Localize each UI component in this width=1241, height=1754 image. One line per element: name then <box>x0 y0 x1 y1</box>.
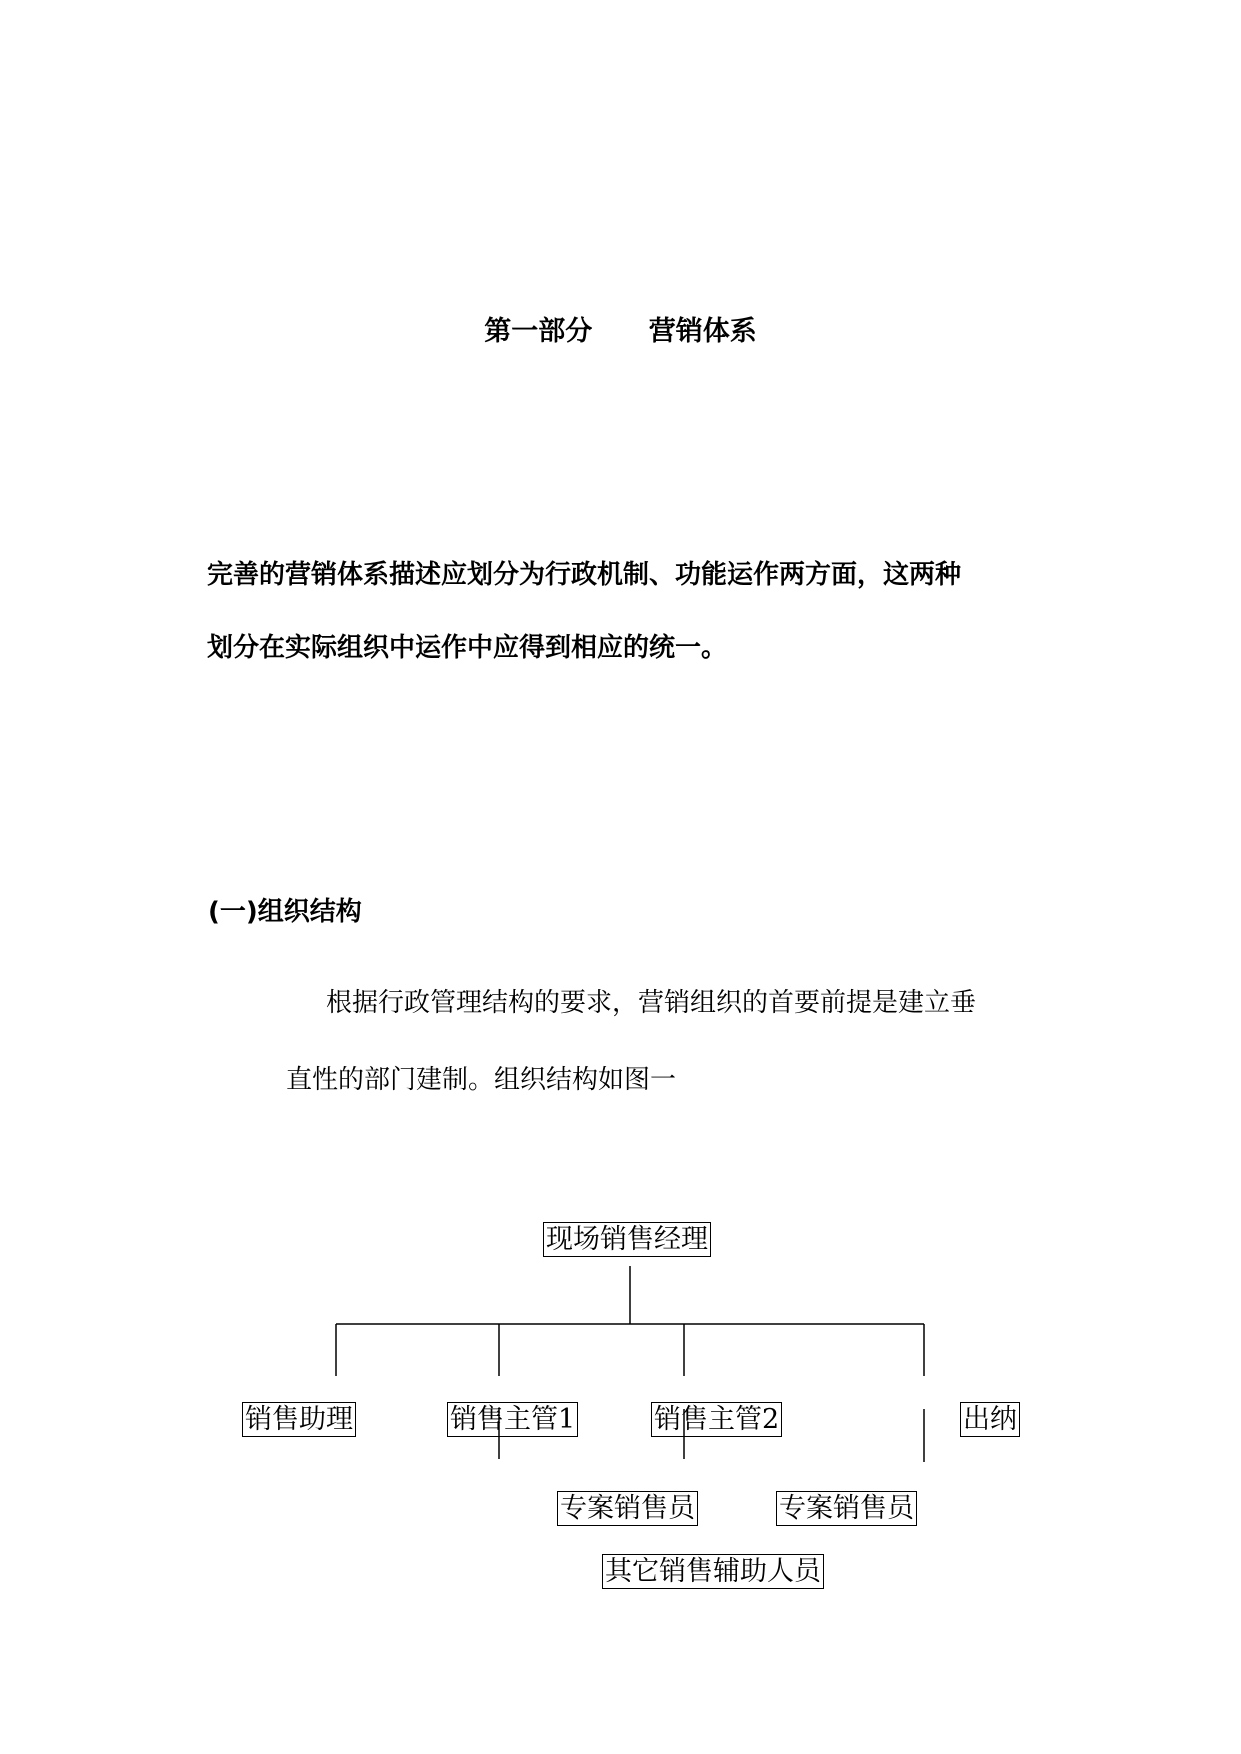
intro-line-2: 划分在实际组织中运作中应得到相应的统一。 <box>207 633 728 663</box>
org-node-project-salesperson-2: 专案销售员 <box>776 1491 917 1526</box>
section-heading: (一)组织结构 <box>208 897 362 927</box>
intro-paragraph <box>207 555 1057 668</box>
intro-line-1: 完善的营销体系描述应划分为行政机制、功能运作两方面，这两种 <box>207 560 962 590</box>
page-title: 第一部分 营销体系 <box>484 316 757 347</box>
org-node-project-salesperson-1: 专案销售员 <box>557 1491 698 1526</box>
section-body <box>286 983 1066 1100</box>
section-body-line-1: 根据行政管理结构的要求，营销组织的首要前提是建立垂 <box>326 988 977 1018</box>
section-body-line-2: 直性的部门建制。组织结构如图一 <box>286 1065 677 1095</box>
org-node-cashier: 出纳 <box>960 1402 1020 1437</box>
org-node-sales-assistant: 销售助理 <box>242 1402 356 1437</box>
org-node-other-sales-support: 其它销售辅助人员 <box>602 1554 824 1589</box>
org-node-sales-supervisor-2: 销售主管2 <box>651 1402 782 1437</box>
org-node-sales-supervisor-1: 销售主管1 <box>447 1402 578 1437</box>
org-node-site-sales-manager: 现场销售经理 <box>543 1222 711 1257</box>
